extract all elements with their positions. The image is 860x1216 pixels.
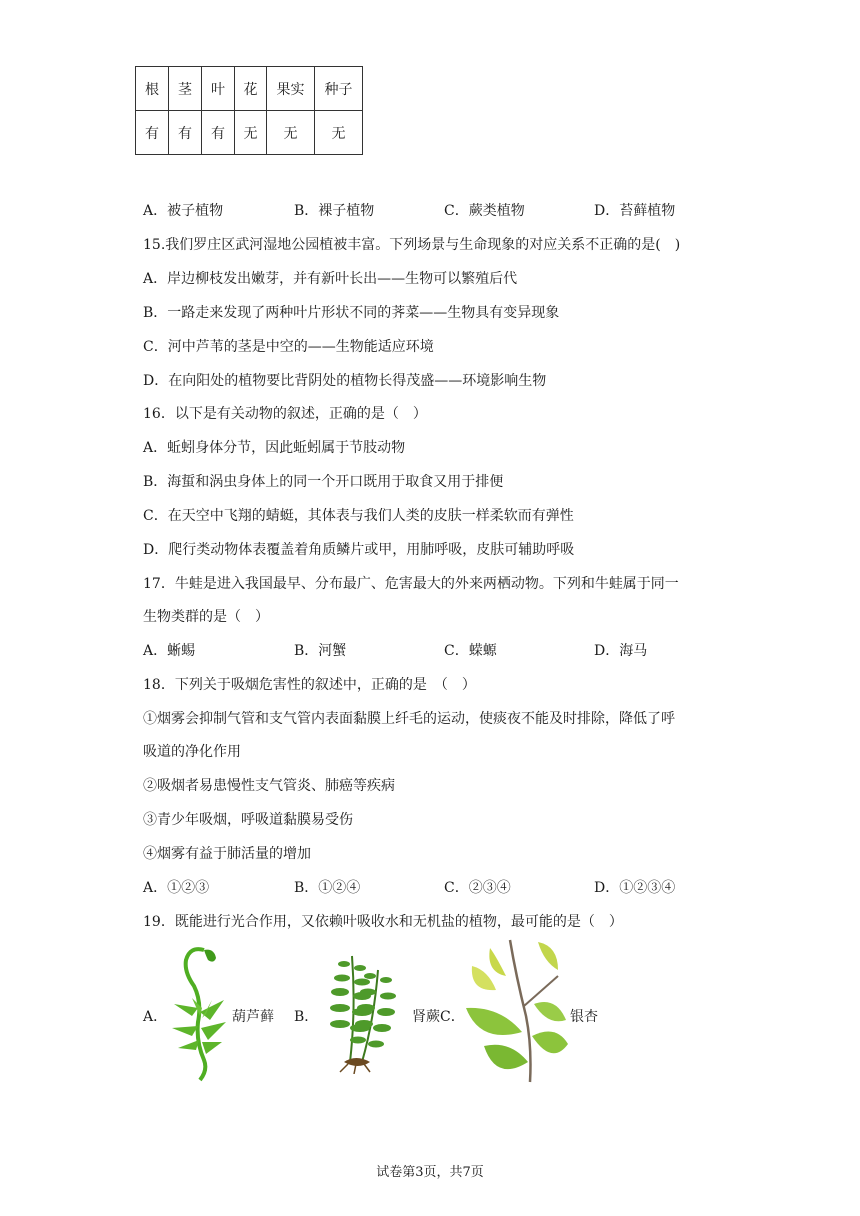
table-cell: 无 [267,111,315,155]
table-cell: 有 [202,111,235,155]
table-header-row [136,67,363,111]
option-d: D．在向阳处的植物要比背阴处的植物长得茂盛——环境影响生物 [143,373,547,389]
fern-plant-image [318,950,412,1074]
table-cell: 种子 [315,67,363,111]
table-cell: 叶 [202,67,235,111]
question-stem: 19．既能进行光合作用，又依赖叶吸收水和无机盐的植物，最可能的是（ ） [143,914,623,930]
option-b: B．河蟹 [294,643,347,659]
option-a-letter: A． [143,1009,168,1025]
option-c: C．蝾螈 [444,643,497,659]
option-c-letter: C． [440,1009,465,1025]
option-d: D．①②③④ [594,880,676,896]
option-b: B．一路走来发现了两种叶片形状不同的荠菜——生物具有变异现象 [143,305,560,321]
table-value-row [136,111,363,155]
page-footer: 试卷第3页，共7页 [376,1165,484,1180]
table-cell: 果实 [267,67,315,111]
option-c: C．②③④ [444,880,511,896]
option-a: A．蚯蚓身体分节，因此蚯蚓属于节肢动物 [143,440,406,456]
option-d: D．苔藓植物 [594,203,676,219]
option-a: A．被子植物 [143,203,224,219]
option-c: C．在天空中飞翔的蜻蜓，其体表与我们人类的皮肤一样柔软而有弹性 [143,508,574,524]
table-cell: 茎 [169,67,202,111]
plant-organ-table [135,66,363,155]
option-d: D．海马 [594,643,648,659]
option-b: B．裸子植物 [294,203,375,219]
question-stem: 18．下列关于吸烟危害性的叙述中，正确的是 （ ） [143,677,476,693]
statement-2: ②吸烟者易患慢性支气管炎、肺癌等疾病 [143,778,395,794]
option-d: D．爬行类动物体表覆盖着角质鳞片或甲，用肺呼吸，皮肤可辅助呼吸 [143,542,575,558]
option-b: B．海蜇和涡虫身体上的同一个开口既用于取食又用于排便 [143,474,504,490]
table-cell: 无 [235,111,267,155]
question-stem-cont: 生物类群的是（ ） [143,609,269,625]
option-a: A．岸边柳枝发出嫩芽，并有新叶长出——生物可以繁殖后代 [143,271,518,287]
option-c-name: 银杏 [570,1009,598,1025]
option-a: A．①②③ [143,880,210,896]
option-a: A．蜥蜴 [143,643,196,659]
statement-4: ④烟雾有益于肺活量的增加 [143,846,311,862]
moss-plant-image [168,942,230,1084]
ginkgo-leaves-image [466,936,570,1084]
question-stem: 16．以下是有关动物的叙述，正确的是（ ） [143,406,427,422]
option-c: C．河中芦苇的茎是中空的——生物能适应环境 [143,339,434,355]
table-cell: 花 [235,67,267,111]
question-stem: 17．牛蛙是进入我国最早、分布最广、危害最大的外来两栖动物。下列和牛蛙属于同一 [143,576,679,592]
option-b: B．①②④ [294,880,361,896]
table-cell: 无 [315,111,363,155]
table-cell: 有 [136,111,169,155]
statement-3: ③青少年吸烟，呼吸道黏膜易受伤 [143,812,353,828]
question-stem: 15.我们罗庄区武河湿地公园植被丰富。下列场景与生命现象的对应关系不正确的是( ) [143,237,681,253]
table-cell: 根 [136,67,169,111]
option-c: C．蕨类植物 [444,203,525,219]
option-b-name: 肾蕨 [412,1009,440,1025]
option-a-name: 葫芦藓 [232,1009,274,1025]
table-cell: 有 [169,111,202,155]
statement-1-cont: 吸道的净化作用 [143,744,241,760]
option-b-letter: B． [294,1009,319,1025]
statement-1: ①烟雾会抑制气管和支气管内表面黏膜上纤毛的运动，使痰夜不能及时排除，降低了呼 [143,711,675,727]
